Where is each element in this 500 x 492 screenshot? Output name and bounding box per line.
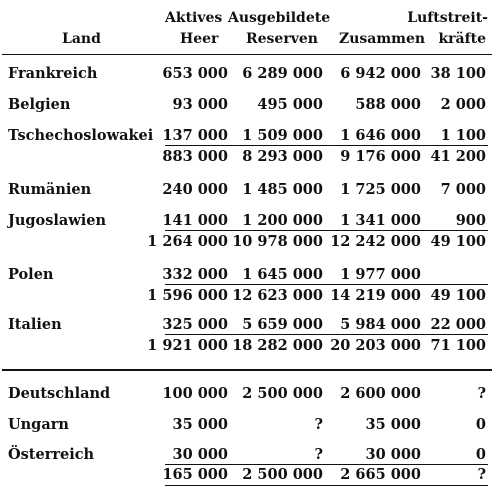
- header-col4-top: Luftstreit-: [407, 10, 488, 26]
- table-row: [0, 416, 500, 434]
- header-col2-top: Ausgebildete: [228, 10, 331, 26]
- zusammen-value: 2 600 000: [340, 385, 421, 402]
- section-divider: [2, 369, 492, 371]
- land-name: Rumänien: [8, 181, 92, 198]
- heer-value: 165 000: [162, 466, 228, 483]
- luft-value: 38 100: [430, 65, 486, 82]
- zusammen-value: 2 665 000: [340, 466, 421, 483]
- land-name: Ungarn: [8, 416, 69, 433]
- reserven-value: 1 485 000: [242, 181, 323, 198]
- header-col1-top: Aktives: [165, 10, 223, 26]
- reserven-value: 10 978 000: [232, 233, 323, 250]
- heer-value: 1 921 000: [147, 337, 228, 354]
- subtotal-rule: [165, 334, 488, 335]
- table-row: [0, 96, 500, 114]
- reserven-value: ?: [314, 416, 323, 433]
- zusammen-value: 20 203 000: [330, 337, 421, 354]
- zusammen-value: 588 000: [355, 96, 421, 113]
- reserven-value: 1 509 000: [242, 127, 323, 144]
- reserven-value: 1 645 000: [242, 266, 323, 283]
- zusammen-value: 14 219 000: [330, 287, 421, 304]
- reserven-value: 495 000: [257, 96, 323, 113]
- zusammen-value: 1 646 000: [340, 127, 421, 144]
- reserven-value: 2 500 000: [242, 385, 323, 402]
- heer-value: 332 000: [162, 266, 228, 283]
- subtotal-row: [0, 466, 500, 484]
- land-name: Tschechoslowakei: [8, 127, 154, 144]
- subtotal-rule: [165, 230, 488, 231]
- zusammen-value: 12 242 000: [330, 233, 421, 250]
- luft-value: 0: [475, 416, 486, 433]
- reserven-value: 12 623 000: [232, 287, 323, 304]
- zusammen-value: 6 942 000: [340, 65, 421, 82]
- heer-value: 93 000: [172, 96, 228, 113]
- heer-value: 1 264 000: [147, 233, 228, 250]
- heer-value: 35 000: [172, 416, 228, 433]
- table-row: [0, 446, 500, 464]
- zusammen-value: 1 341 000: [340, 212, 421, 229]
- reserven-value: 2 500 000: [242, 466, 323, 483]
- luft-value: 71 100: [430, 337, 486, 354]
- luft-value: 49 100: [430, 287, 486, 304]
- table-row: [0, 65, 500, 83]
- subtotal-rule: [165, 464, 488, 465]
- header-col1-bottom: Heer: [180, 31, 219, 47]
- heer-value: 653 000: [162, 65, 228, 82]
- heer-value: 1 596 000: [147, 287, 228, 304]
- land-name: Belgien: [8, 96, 71, 113]
- luft-value: 2 000: [440, 96, 486, 113]
- luft-value: 7 000: [440, 181, 486, 198]
- heer-value: 883 000: [162, 148, 228, 165]
- header-land: Land: [62, 31, 101, 47]
- table-row: [0, 212, 500, 230]
- subtotal-row: [0, 233, 500, 251]
- header-col4-bottom: kräfte: [438, 31, 486, 47]
- luft-value: 1 100: [440, 127, 486, 144]
- luft-value: 22 000: [430, 316, 486, 333]
- table-row: [0, 266, 500, 284]
- table-row: [0, 316, 500, 334]
- reserven-value: 6 289 000: [242, 65, 323, 82]
- header-col2-bottom: Reserven: [246, 31, 318, 47]
- reserven-value: ?: [314, 446, 323, 463]
- reserven-value: 18 282 000: [232, 337, 323, 354]
- subtotal-row: [0, 337, 500, 355]
- header-col3: Zusammen: [339, 31, 426, 47]
- zusammen-value: 35 000: [365, 416, 421, 433]
- header-rule: [2, 54, 492, 55]
- luft-value: 49 100: [430, 233, 486, 250]
- land-name: Jugoslawien: [8, 212, 107, 229]
- luft-value: 41 200: [430, 148, 486, 165]
- heer-value: 137 000: [162, 127, 228, 144]
- zusammen-value: 9 176 000: [340, 148, 421, 165]
- bottom-rule: [165, 485, 488, 486]
- luft-value: 900: [455, 212, 486, 229]
- subtotal-rule: [165, 284, 488, 285]
- zusammen-value: 30 000: [365, 446, 421, 463]
- land-name: Österreich: [8, 446, 95, 463]
- zusammen-value: 5 984 000: [340, 316, 421, 333]
- land-name: Italien: [8, 316, 62, 333]
- reserven-value: 1 200 000: [242, 212, 323, 229]
- land-name: Frankreich: [8, 65, 98, 82]
- heer-value: 325 000: [162, 316, 228, 333]
- heer-value: 100 000: [162, 385, 228, 402]
- luft-value: ?: [477, 466, 486, 483]
- luft-value: ?: [477, 385, 486, 402]
- table-row: [0, 127, 500, 145]
- table-row: [0, 385, 500, 403]
- subtotal-rule: [165, 145, 488, 146]
- land-name: Deutschland: [8, 385, 111, 402]
- heer-value: 240 000: [162, 181, 228, 198]
- zusammen-value: 1 725 000: [340, 181, 421, 198]
- table-row: [0, 181, 500, 199]
- heer-value: 30 000: [172, 446, 228, 463]
- land-name: Polen: [8, 266, 54, 283]
- luft-value: 0: [475, 446, 486, 463]
- subtotal-row: [0, 148, 500, 166]
- heer-value: 141 000: [162, 212, 228, 229]
- zusammen-value: 1 977 000: [340, 266, 421, 283]
- reserven-value: 8 293 000: [242, 148, 323, 165]
- subtotal-row: [0, 287, 500, 305]
- reserven-value: 5 659 000: [242, 316, 323, 333]
